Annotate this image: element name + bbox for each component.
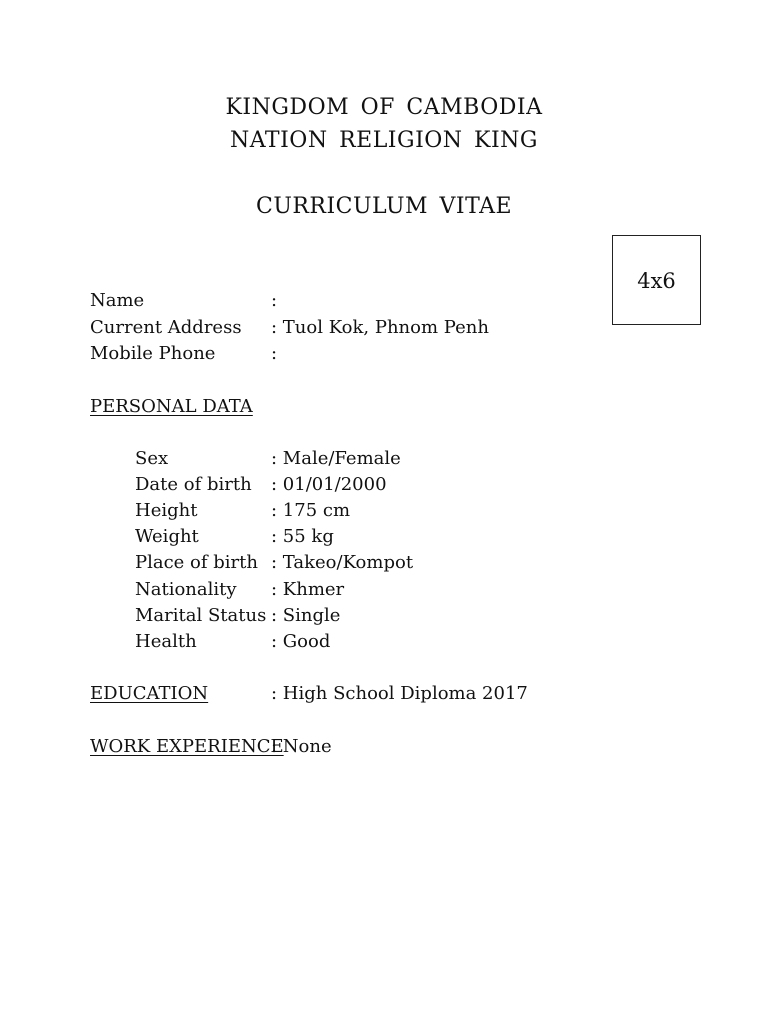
personal-data-section <box>90 394 690 420</box>
photo-size-label: 4x6 <box>637 269 676 293</box>
field-label: Height <box>135 500 198 521</box>
page-title: CURRICULUM VITAE <box>255 194 513 219</box>
field-value: : Khmer <box>271 579 345 600</box>
work-value: : None <box>271 736 332 757</box>
field-label: Nationality <box>135 579 237 600</box>
field-label: Current Address <box>90 317 242 338</box>
field-value: : 55 kg <box>271 526 334 547</box>
field-value: : Tuol Kok, Phnom Penh <box>271 317 489 338</box>
education-section <box>90 681 690 707</box>
section-heading-personal: PERSONAL DATA <box>90 396 253 417</box>
contact-row-name <box>90 288 690 314</box>
education-value: : High School Diploma 2017 <box>271 683 528 704</box>
field-label: Date of birth <box>135 474 252 495</box>
personal-row-birthplace <box>135 550 695 576</box>
section-heading-education: EDUCATION <box>90 683 209 704</box>
field-value: : <box>271 290 278 311</box>
motto-heading: NATION RELIGION KING <box>230 128 538 153</box>
personal-row-dob <box>135 472 695 498</box>
field-value: : Single <box>271 605 341 626</box>
field-value: : 175 cm <box>271 500 351 521</box>
field-label: Name <box>90 290 145 311</box>
section-heading-work: WORK EXPERIENCE <box>90 736 284 757</box>
personal-row-height <box>135 498 695 524</box>
work-experience-section <box>90 734 690 760</box>
personal-row-marital <box>135 603 695 629</box>
field-label: Mobile Phone <box>90 343 216 364</box>
field-value: : Takeo/Kompot <box>271 552 414 573</box>
field-label: Health <box>135 631 197 652</box>
personal-row-weight <box>135 524 695 550</box>
personal-row-sex <box>135 446 695 472</box>
contact-row-phone <box>90 341 690 367</box>
field-value: : <box>271 343 278 364</box>
field-value: : Male/Female <box>271 448 401 469</box>
field-value: : Good <box>271 631 331 652</box>
field-label: Sex <box>135 448 169 469</box>
field-label: Place of birth <box>135 552 258 573</box>
field-value: : 01/01/2000 <box>271 474 387 495</box>
personal-row-health <box>135 629 695 655</box>
field-label: Marital Status <box>135 605 267 626</box>
field-label: Weight <box>135 526 199 547</box>
kingdom-heading: KINGDOM OF CAMBODIA <box>225 95 543 120</box>
personal-row-nationality <box>135 577 695 603</box>
contact-row-address <box>90 315 690 341</box>
